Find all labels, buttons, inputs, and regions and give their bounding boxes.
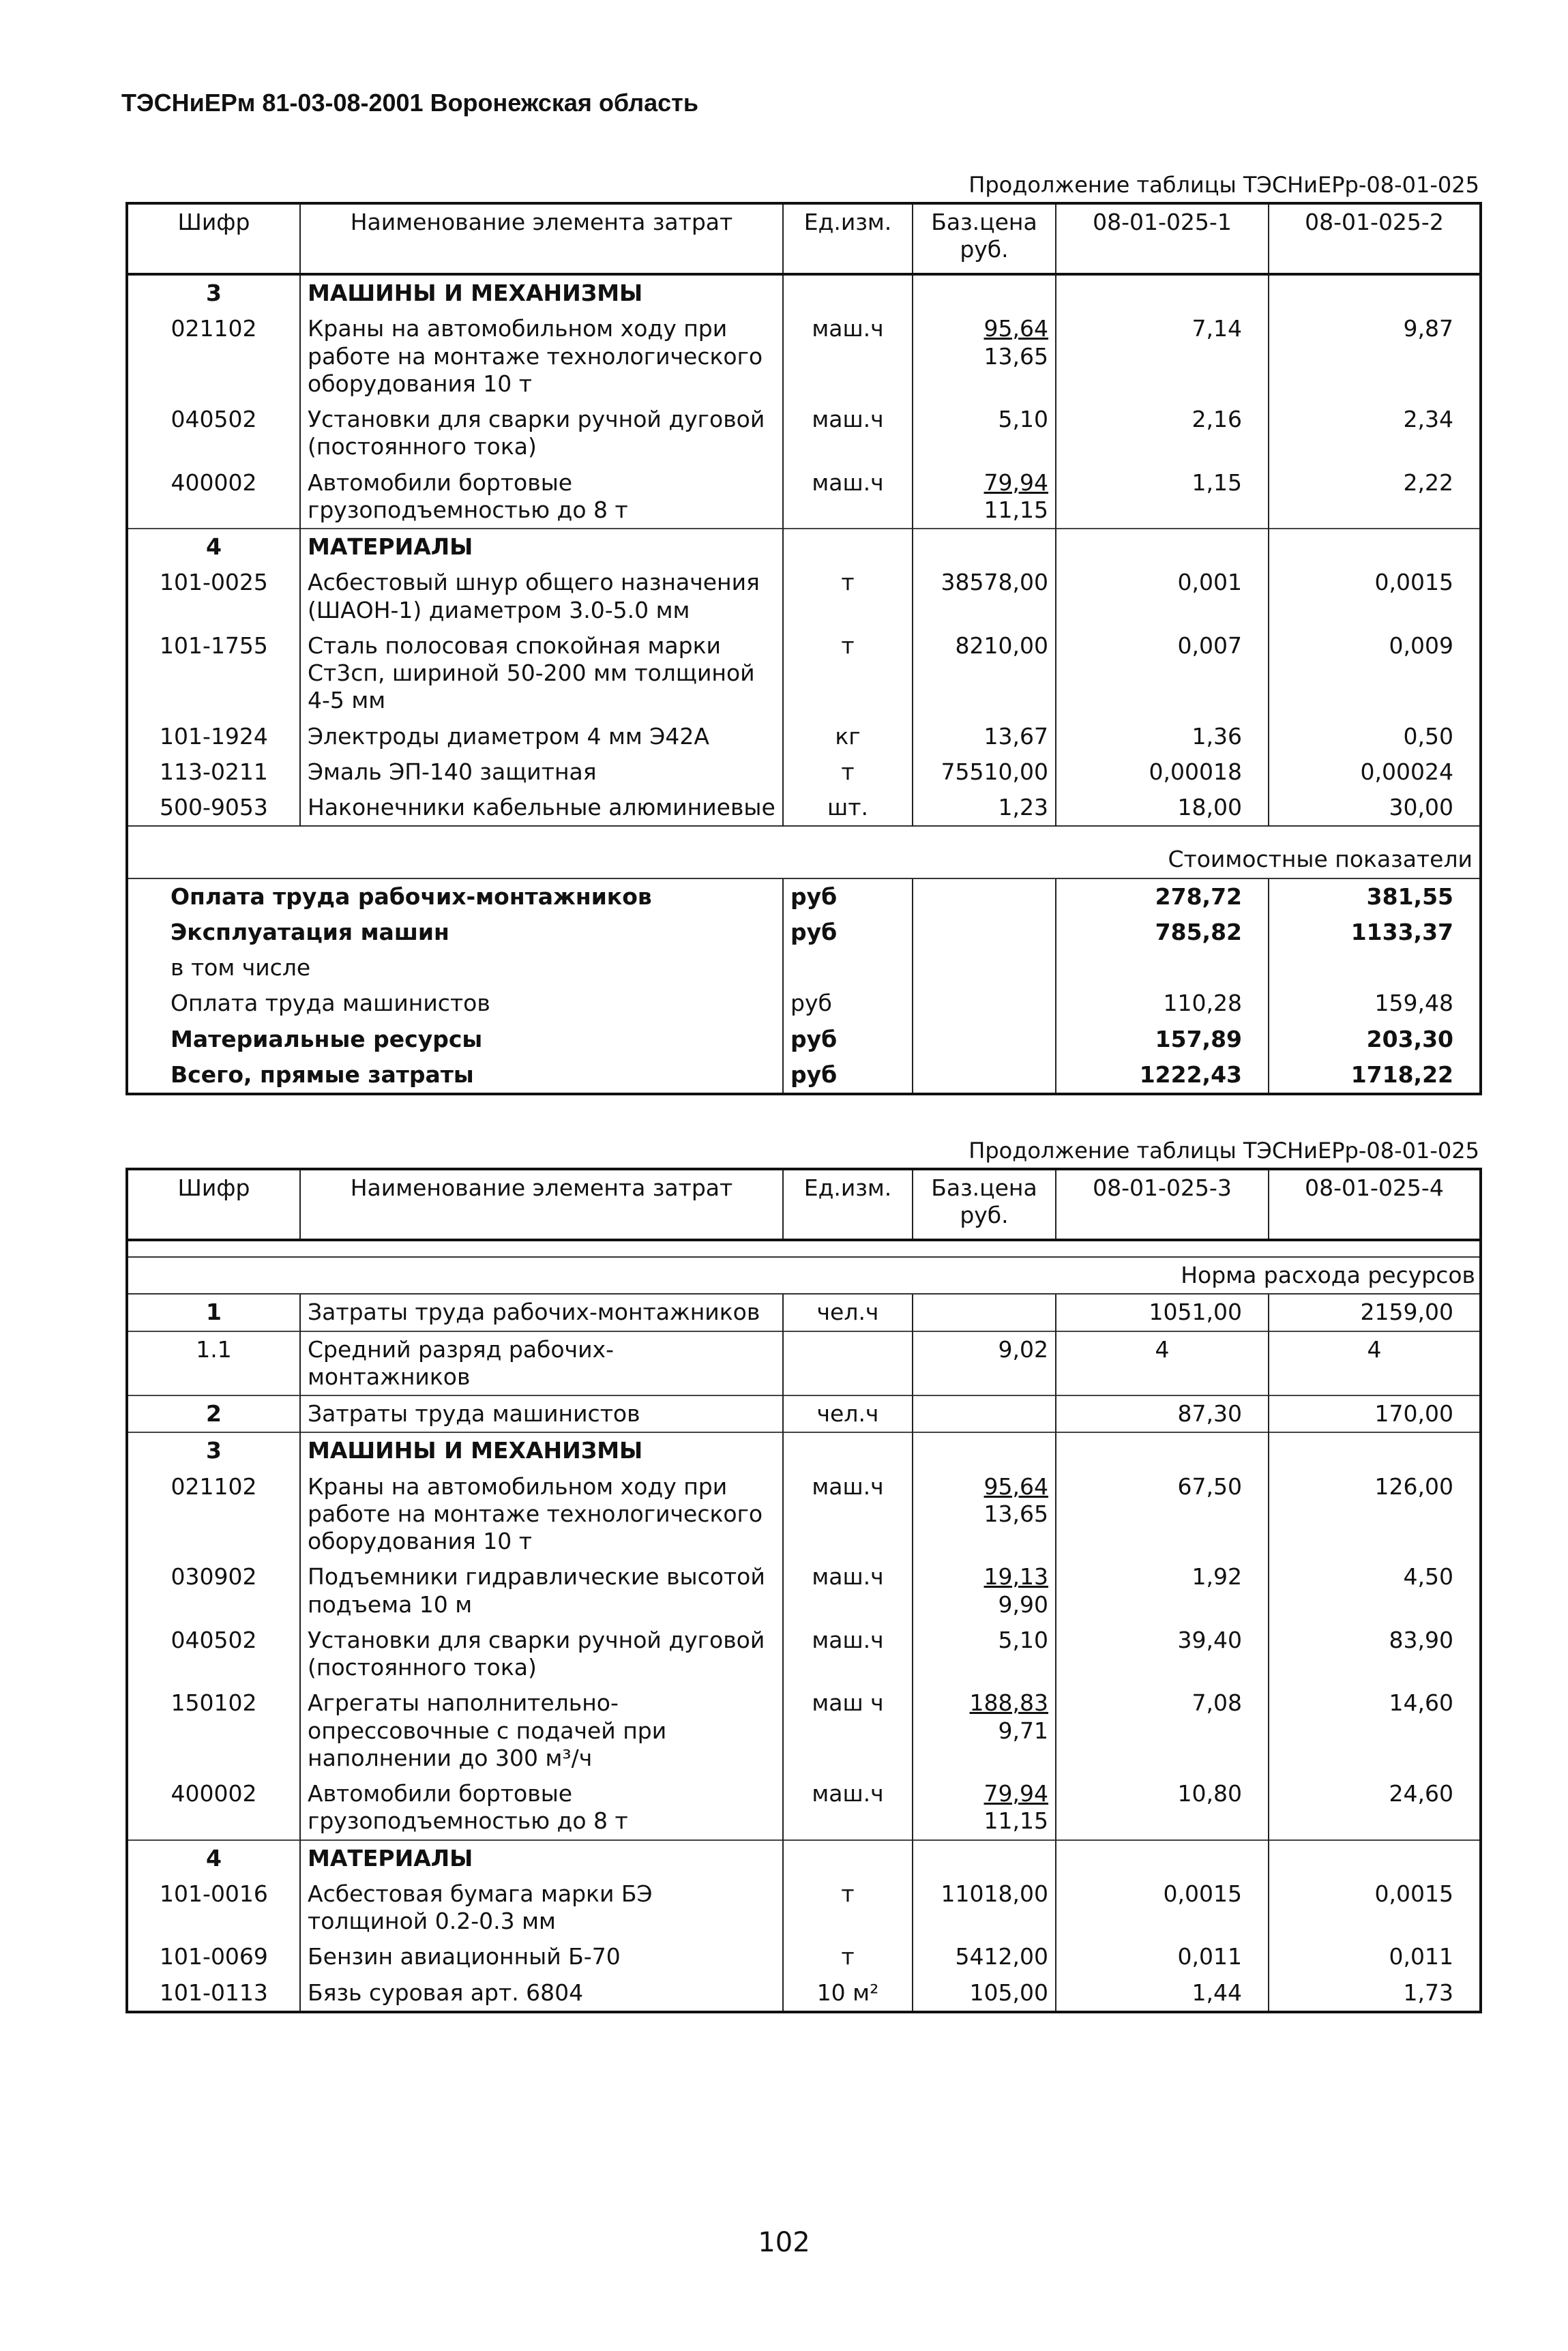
section-row: 3 МАШИНЫ И МЕХАНИЗМЫ: [127, 274, 1481, 311]
col-price-header: Баз.цена руб.: [913, 1169, 1056, 1240]
table1-continuation: Продолжение таблицы ТЭСНиЕРр-08-01-025: [968, 172, 1479, 198]
col-code-header: Шифр: [127, 203, 300, 274]
table-row: 021102 Краны на автомобильном ходу при работе на монтаже технологического оборудования 10 т маш.ч 95,64 13,65 67,50 126,00: [127, 1469, 1481, 1560]
table-row: 101-0016 Асбестовая бумага марки БЭ толщиной 0.2-0.3 мм т 11018,00 0,0015 0,0015: [127, 1876, 1481, 1940]
table-row: 2 Затраты труда машинистов чел.ч 87,30 170,00: [127, 1395, 1481, 1432]
table-row: 101-1924 Электроды диаметром 4 мм Э42А кг 13,67 1,36 0,50: [127, 719, 1481, 754]
col-a-header: 08-01-025-1: [1056, 203, 1269, 274]
table1: [125, 202, 1482, 1095]
table-row: 1.1 Средний разряд рабочих-монтажников 9,02 4 4: [127, 1331, 1481, 1396]
table-row: 113-0211 Эмаль ЭП-140 защитная т 75510,00 0,00018 0,00024: [127, 754, 1481, 790]
col-b-header: 08-01-025-2: [1269, 203, 1481, 274]
table2-continuation: Продолжение таблицы ТЭСНиЕРр-08-01-025: [968, 1138, 1479, 1164]
table-row: 400002 Автомобили бортовые грузоподъемностью до 8 т маш.ч 79,94 11,15 10,80 24,60: [127, 1776, 1481, 1840]
document-header: ТЭСНиЕРм 81-03-08-2001 Воронежская область: [121, 89, 698, 117]
col-unit-header: Ед.изм.: [783, 203, 913, 274]
cost-row: Материальные ресурсы руб 157,89 203,30: [127, 1022, 1481, 1057]
section-row: 4 МАТЕРИАЛЫ: [127, 529, 1481, 565]
norm-heading: Норма расхода ресурсов: [127, 1257, 1481, 1294]
col-price-header: Баз.цена руб.: [913, 203, 1056, 274]
table-row: 101-1755 Сталь полосовая спокойная марки Ст3сп, шириной 50-200 мм толщиной 4-5 мм т 8210,00 0,007 0,009: [127, 628, 1481, 719]
table-row: 030902 Подъемники гидравлические высотой подъема 10 м маш.ч 19,13 9,90 1,92 4,50: [127, 1559, 1481, 1623]
table-row: 500-9053 Наконечники кабельные алюминиевые шт. 1,23 18,00 30,00: [127, 790, 1481, 826]
table-row: 1 Затраты труда рабочих-монтажников чел.ч 1051,00 2159,00: [127, 1294, 1481, 1331]
col-unit-header: Ед.изм.: [783, 1169, 913, 1240]
table2: [125, 1168, 1482, 2013]
table-row: 101-0069 Бензин авиационный Б-70 т 5412,00 0,011 0,011: [127, 1939, 1481, 1975]
table-row: 400002 Автомобили бортовые грузоподъемностью до 8 т маш.ч 79,94 11,15 1,15 2,22: [127, 465, 1481, 529]
col-a-header: 08-01-025-3: [1056, 1169, 1269, 1240]
cost-row: в том числе: [127, 950, 1481, 986]
cost-row: Эксплуатация машин руб 785,82 1133,37: [127, 915, 1481, 950]
cost-row: Оплата труда машинистов руб 110,28 159,48: [127, 986, 1481, 1021]
table-row: 101-0025 Асбестовый шнур общего назначения (ШАОН-1) диаметром 3.0-5.0 мм т 38578,00 0,001 0,0015: [127, 565, 1481, 628]
norm-heading-row: [127, 1257, 1481, 1294]
col-name-header: Наименование элемента затрат: [300, 1169, 783, 1240]
cost-heading-row: [127, 842, 1481, 878]
table-row: 150102 Агрегаты наполнительно-опрессовочные с подачей при наполнении до 300 м³/ч маш ч 188,83 9,71 7,08 14,60: [127, 1685, 1481, 1776]
page-number: 102: [758, 2227, 810, 2258]
table-row: 021102 Краны на автомобильном ходу при работе на монтаже технологического оборудования 10 т маш.ч 95,64 13,65 7,14 9,87: [127, 311, 1481, 402]
spacer-row: [127, 1240, 1481, 1257]
table1-header-row: [127, 203, 1481, 274]
table2-header-row: [127, 1169, 1481, 1240]
table-row: 101-0113 Бязь суровая арт. 6804 10 м² 105,00 1,44 1,73: [127, 1975, 1481, 2012]
table-row: 040502 Установки для сварки ручной дуговой (постоянного тока) маш.ч 5,10 2,16 2,34: [127, 402, 1481, 465]
table-row: 040502 Установки для сварки ручной дуговой (постоянного тока) маш.ч 5,10 39,40 83,90: [127, 1623, 1481, 1686]
cost-row: Оплата труда рабочих-монтажников руб 278,72 381,55: [127, 878, 1481, 915]
col-b-header: 08-01-025-4: [1269, 1169, 1481, 1240]
cost-heading: Стоимостные показатели: [127, 842, 1481, 878]
cost-row: Всего, прямые затраты руб 1222,43 1718,22: [127, 1057, 1481, 1094]
col-code-header: Шифр: [127, 1169, 300, 1240]
spacer-row: [127, 826, 1481, 842]
section-row: 4 МАТЕРИАЛЫ: [127, 1840, 1481, 1876]
section-row: 3 МАШИНЫ И МЕХАНИЗМЫ: [127, 1432, 1481, 1468]
col-name-header: Наименование элемента затрат: [300, 203, 783, 274]
